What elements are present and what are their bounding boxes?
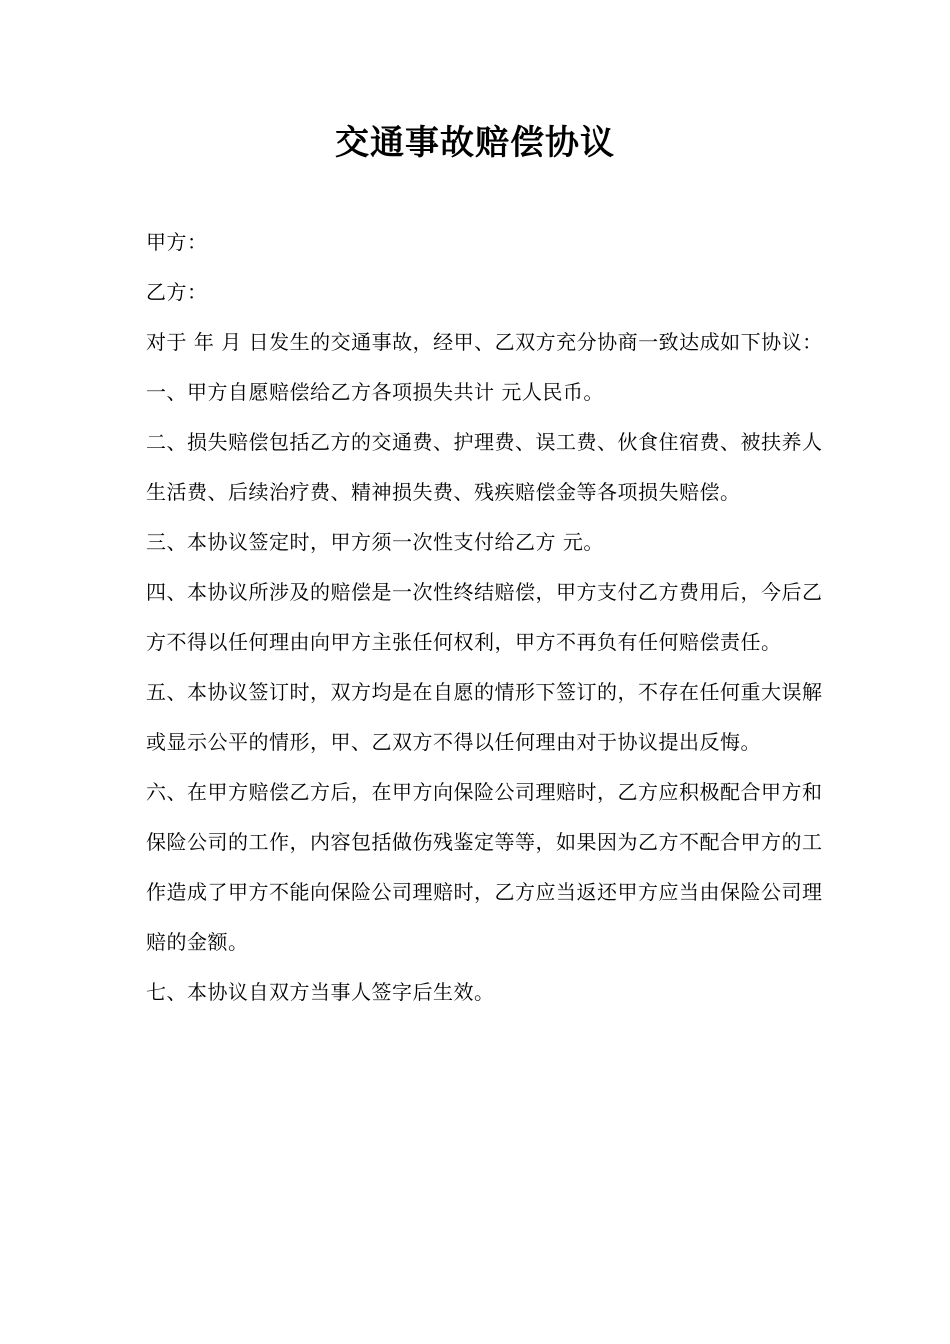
clause-6: 六、在甲方赔偿乙方后，在甲方向保险公司理赔时，乙方应积极配合甲方和保险公司的工作，内容包括做伤残鉴定等等，如果因为乙方不配合甲方的工作造成了甲方不能向保险公司理赔时，乙方应当返还甲方应当由保险公司理赔的金额。: [146, 780, 823, 954]
clause-2: 二、损失赔偿包括乙方的交通费、护理费、误工费、伙食住宿费、被扶养人生活费、后续治疗费、精神损失费、残疾赔偿金等各项损失赔偿。: [146, 430, 823, 504]
clause-3: 三、本协议签定时，甲方须一次性支付给乙方 元。: [146, 530, 604, 554]
clause-7: 七、本协议自双方当事人签字后生效。: [146, 980, 495, 1004]
clause-5: 五、本协议签订时，双方均是在自愿的情形下签订的，不存在任何重大误解或显示公平的情形，甲、乙双方不得以任何理由对于协议提出反悔。: [146, 680, 823, 754]
intro-paragraph: 对于 年 月 日发生的交通事故，经甲、乙双方充分协商一致达成如下协议：: [146, 330, 823, 354]
document-title: 交通事故赔偿协议: [335, 123, 615, 163]
clause-1: 一、甲方自愿赔偿给乙方各项损失共计 元人民币。: [146, 380, 604, 404]
party-a-line: 甲方：: [146, 230, 208, 254]
clause-4: 四、本协议所涉及的赔偿是一次性终结赔偿，甲方支付乙方费用后，今后乙方不得以任何理由向甲方主张任何权利，甲方不再负有任何赔偿责任。: [146, 580, 823, 654]
party-b-line: 乙方：: [146, 280, 208, 304]
document-body: [146, 217, 836, 1017]
